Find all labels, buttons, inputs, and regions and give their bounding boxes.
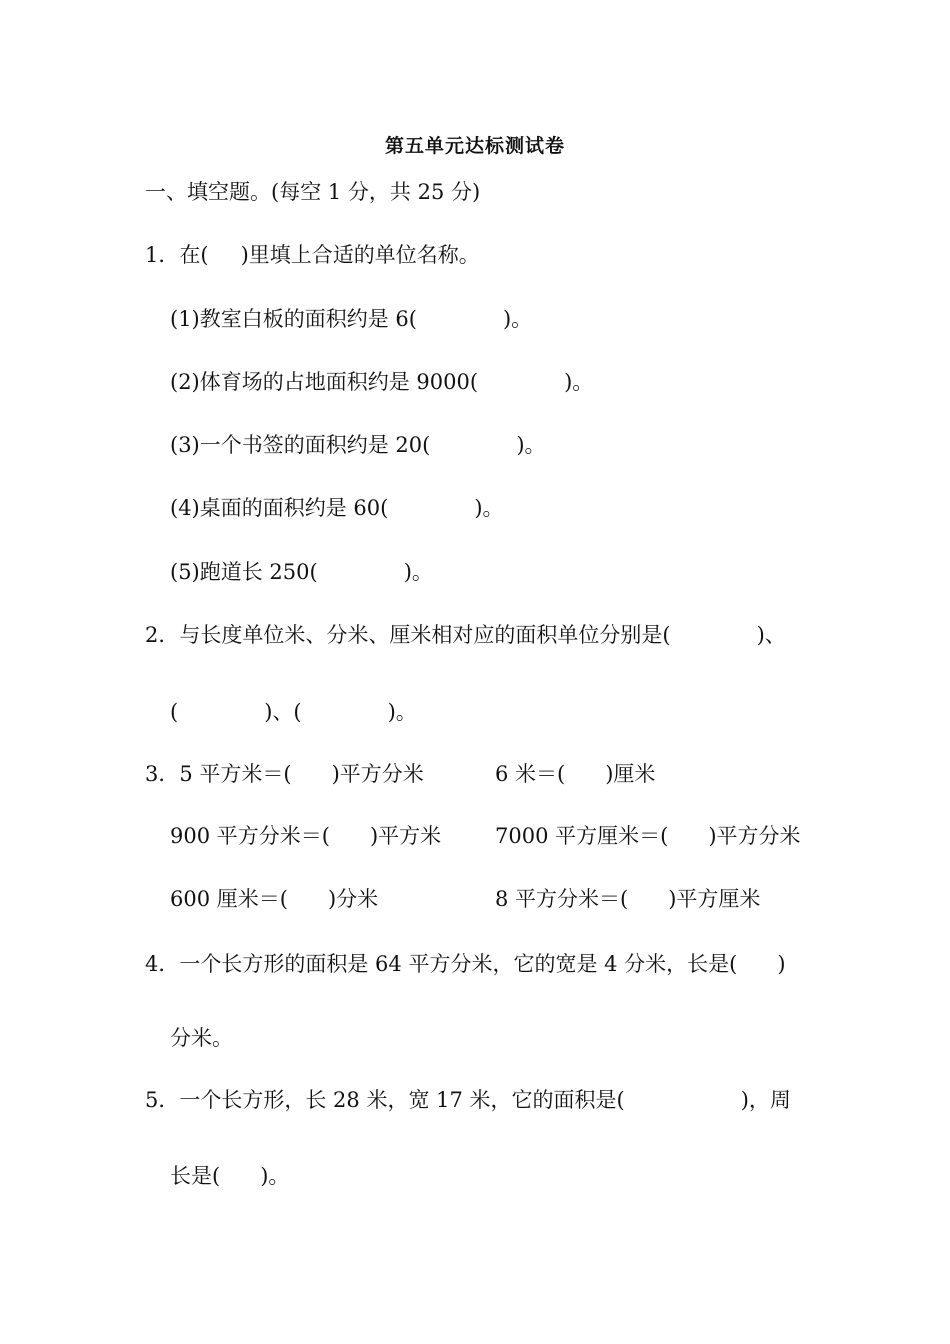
question-number: 2． xyxy=(145,623,180,647)
question-3-col-2-row-1 xyxy=(495,760,655,788)
item-text: )。 xyxy=(516,433,546,457)
page-title: 第五单元达标测试卷 xyxy=(384,135,565,157)
question-5 xyxy=(145,1086,791,1114)
question-text: 与长度单位米、分米、厘米相对应的面积单位分别是( xyxy=(179,623,671,647)
question-3-col-1-row-3 xyxy=(170,885,378,913)
question-text: 分米。 xyxy=(170,1026,233,1050)
question-text: 一个长方形的面积是 64 平方分米，它的宽是 4 分米，长是( xyxy=(179,952,738,976)
question-number: 3． xyxy=(145,762,180,786)
question-text: ) xyxy=(777,952,786,976)
conversion-text: )平方厘米 xyxy=(668,887,761,911)
conversion-text: 8 平方分米＝( xyxy=(495,887,629,911)
conversion-text: )平方分米 xyxy=(331,762,424,786)
conversion-text: )厘米 xyxy=(605,762,656,786)
question-text: 一个长方形，长 28 米，宽 17 米，它的面积是( xyxy=(179,1088,625,1112)
item-text: (5)跑道长 250( xyxy=(170,560,318,584)
item-text: )。 xyxy=(403,560,433,584)
question-1-item-4 xyxy=(170,494,504,522)
section-heading-text: 一、填空题。(每空 1 分，共 25 分) xyxy=(145,180,481,204)
item-text: (4)桌面的面积约是 60( xyxy=(170,496,389,520)
question-3-col-2-row-2 xyxy=(495,822,801,850)
question-2 xyxy=(145,621,786,649)
question-text: ( xyxy=(170,700,179,724)
conversion-text: 900 平方分米＝( xyxy=(170,824,330,848)
item-text: (3)一个书签的面积约是 20( xyxy=(170,433,431,457)
question-1-item-1 xyxy=(170,305,532,333)
question-3-col-2-row-3 xyxy=(495,885,760,913)
question-number: 5． xyxy=(145,1088,180,1112)
question-number: 4． xyxy=(145,952,180,976)
question-text: )，周 xyxy=(740,1088,791,1112)
question-number: 1． xyxy=(145,243,180,267)
question-text: 长是( xyxy=(170,1164,221,1188)
item-text: )。 xyxy=(564,370,594,394)
question-3-col-1-row-2 xyxy=(170,822,441,850)
item-text: (2)体育场的占地面积约是 9000( xyxy=(170,370,479,394)
question-text: )、( xyxy=(264,700,302,724)
question-1-item-5 xyxy=(170,558,433,586)
question-1 xyxy=(145,241,480,269)
item-text: )。 xyxy=(474,496,504,520)
question-text: )。 xyxy=(260,1164,290,1188)
question-4-line-2 xyxy=(170,1024,233,1052)
conversion-text: )平方米 xyxy=(369,824,442,848)
question-2-line-2 xyxy=(170,698,417,726)
question-text: )、 xyxy=(756,623,786,647)
conversion-text: 6 米＝( xyxy=(495,762,566,786)
conversion-text: 7000 平方厘米＝( xyxy=(495,824,669,848)
conversion-text: 5 平方米＝( xyxy=(179,762,292,786)
conversion-text: )分米 xyxy=(327,887,379,911)
question-3-col-1-row-1 xyxy=(145,760,424,788)
item-text: (1)教室白板的面积约是 6( xyxy=(170,307,417,331)
question-1-item-3 xyxy=(170,431,546,459)
question-5-line-2 xyxy=(170,1162,289,1190)
question-text: 在( xyxy=(179,243,209,267)
question-text: )里填上合适的单位名称。 xyxy=(240,243,480,267)
item-text: )。 xyxy=(502,307,533,331)
question-1-item-2 xyxy=(170,368,593,396)
question-4 xyxy=(145,950,786,978)
question-text: )。 xyxy=(387,700,417,724)
section-heading xyxy=(145,178,480,206)
conversion-text: )平方分米 xyxy=(708,824,801,848)
conversion-text: 600 厘米＝( xyxy=(170,887,288,911)
